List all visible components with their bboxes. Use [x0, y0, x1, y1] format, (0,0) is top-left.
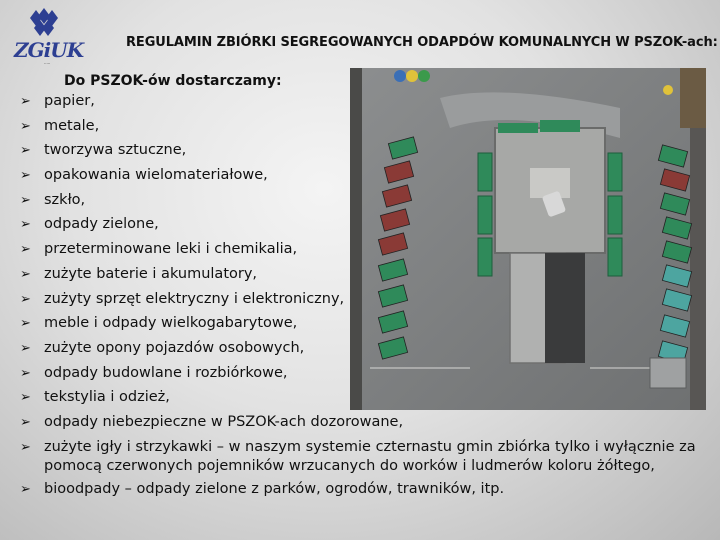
list-item: ➢ tworzywa sztuczne,	[20, 142, 187, 159]
arrow-bullet-icon: ➢	[20, 316, 31, 332]
pszok-aerial-photo	[350, 68, 706, 410]
aerial-site-illustration	[350, 68, 706, 410]
arrow-bullet-icon: ➢	[20, 414, 31, 430]
arrow-bullet-icon: ➢	[20, 118, 31, 134]
list-item: ➢ zużyte opony pojazdów osobowych,	[20, 339, 305, 356]
list-item: ➢ zużyte igły i strzykawki – w naszym systemie czternastu gmin zbiórka tylko i wyłącznie za pomocą czerwonych pojemników wrzucanych do worków i ludmerów koloru żółtego,	[20, 438, 696, 474]
list-item: ➢ papier,	[20, 93, 95, 109]
arrow-bullet-icon: ➢	[20, 266, 31, 282]
arrow-bullet-icon: ➢	[20, 217, 31, 233]
list-item: ➢ odpady zielone,	[20, 216, 159, 233]
arrow-bullet-icon: ➢	[20, 94, 31, 109]
arrow-bullet-icon: ➢	[20, 291, 31, 307]
arrow-bullet-icon: ➢	[20, 192, 31, 208]
list-item: ➢ metale,	[20, 117, 100, 134]
arrow-bullet-icon: ➢	[20, 143, 31, 159]
list-item: ➢ przeterminowane leki i chemikalia,	[20, 241, 298, 258]
arrow-bullet-icon: ➢	[20, 365, 31, 381]
list-item: ➢ szkło,	[20, 191, 86, 208]
arrow-bullet-icon: ➢	[20, 340, 31, 356]
list-item: ➢ tekstylia i odzież,	[20, 389, 170, 406]
list-item: ➢ bioodpady – odpady zielone z parków, ogrodów, trawników, itp.	[20, 480, 505, 497]
arrow-bullet-icon: ➢	[20, 242, 31, 258]
list-item: ➢ zużyte baterie i akumulatory,	[20, 265, 258, 282]
arrow-bullet-icon: ➢	[20, 168, 31, 184]
list-item: ➢ odpady budowlane i rozbiórkowe,	[20, 364, 288, 381]
arrow-bullet-icon: ➢	[20, 439, 31, 455]
arrow-bullet-icon: ➢	[20, 481, 31, 497]
logo-emblem-icon	[6, 6, 90, 42]
logo-text: ZGiUK	[14, 38, 84, 62]
list-item: ➢ opakowania wielomateriałowe,	[20, 167, 268, 184]
list-item: ➢ odpady niebezpieczne w PSZOK-ach dozorowane,	[20, 413, 404, 430]
section-heading: Do PSZOK-ów dostarczamy:	[64, 73, 282, 89]
page-title: REGULAMIN ZBIÓRKI SEGREGOWANYCH ODAPDÓW KOMUNALNYCH W PSZOK-ach:	[126, 35, 718, 50]
arrow-bullet-icon: ➢	[20, 390, 31, 406]
list-item: ➢ zużyty sprzęt elektryczny i elektroniczny,	[20, 290, 345, 307]
company-logo	[6, 6, 90, 66]
logo-subtext: ·····	[44, 61, 51, 66]
list-item: ➢ meble i odpady wielkogabarytowe,	[20, 315, 298, 332]
